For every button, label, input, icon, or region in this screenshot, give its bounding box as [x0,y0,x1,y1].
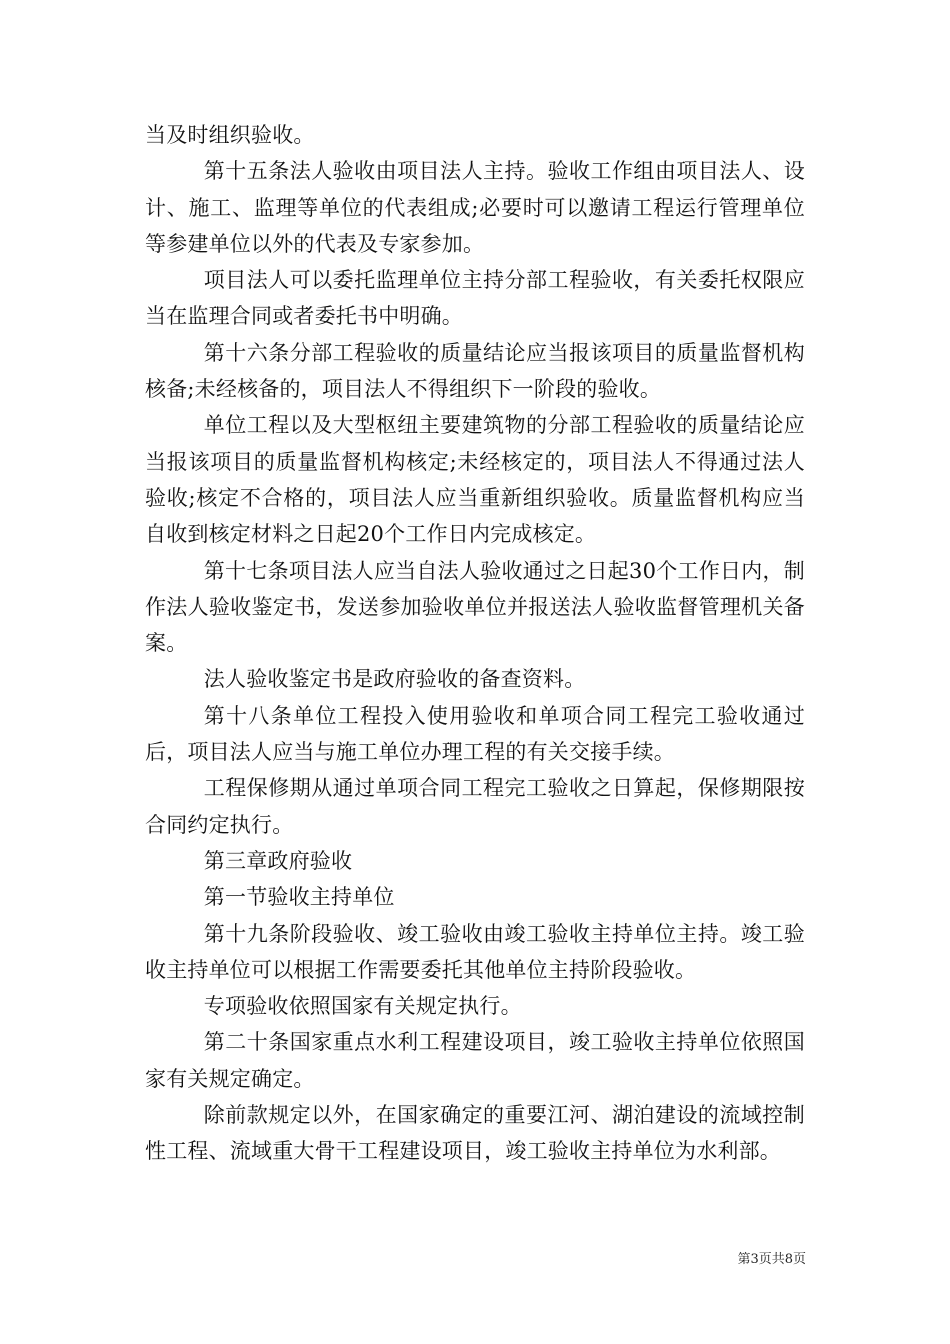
paragraph-article-18: 第十八条单位工程投入使用验收和单项合同工程完工验收通过后，项目法人应当与施工单位办理工程的有关交接手续。 [145,703,805,765]
section-heading: 第一节验收主持单位 [203,885,395,910]
paragraph-article-15: 第十五条法人验收由项目法人主持。验收工作组由项目法人、设计、施工、监理等单位的代表组成;必要时可以邀请工程运行管理单位等参建单位以外的代表及专家参加。 [145,159,805,256]
paragraph-article-20: 第二十条国家重点水利工程建设项目，竣工验收主持单位依照国家有关规定确定。 [145,1030,805,1091]
paragraph-special-acceptance: 专项验收依照国家有关规定执行。 [203,994,522,1019]
paragraph-appraisal-reference: 法人验收鉴定书是政府验收的备查资料。 [203,667,586,692]
paragraph-article-19: 第十九条阶段验收、竣工验收由竣工验收主持单位主持。竣工验收主持单位可以根据工作需要委托其他单位主持阶段验收。 [145,921,805,982]
chapter-heading: 第三章政府验收 [203,848,353,873]
paragraph-article-16: 第十六条分部工程验收的质量结论应当报该项目的质量监督机构核备;未经核备的，项目法人不得组织下一阶段的验收。 [145,340,805,402]
document-body [145,117,805,1170]
paragraph-article-17: 第十七条项目法人应当自法人验收通过之日起30个工作日内，制作法人验收鉴定书，发送参加验收单位并报送法人验收监督管理机关备案。 [145,558,805,656]
paragraph-unit-project-quality: 单位工程以及大型枢纽主要建筑物的分部工程验收的质量结论应当报该项目的质量监督机构核定;未经核定的，项目法人不得通过法人验收;核定不合格的，项目法人应当重新组织验收。质量监督机构应当自收到核定材料之日起20个工作日内完成核定。 [145,413,805,547]
paragraph-entrust-supervision: 项目法人可以委托监理单位主持分部工程验收，有关委托权限应当在监理合同或者委托书中明确。 [145,268,805,329]
paragraph-warranty-period: 工程保修期从通过单项合同工程完工验收之日算起，保修期限按合同约定执行。 [145,776,805,837]
paragraph-ministry-host: 除前款规定以外，在国家确定的重要江河、湖泊建设的流域控制性工程、流域重大骨干工程建设项目，竣工验收主持单位为水利部。 [145,1103,805,1164]
paragraph-continuation: 当及时组织验收。 [145,123,315,147]
page-number-footer: 第3页共8页 [737,1252,806,1267]
